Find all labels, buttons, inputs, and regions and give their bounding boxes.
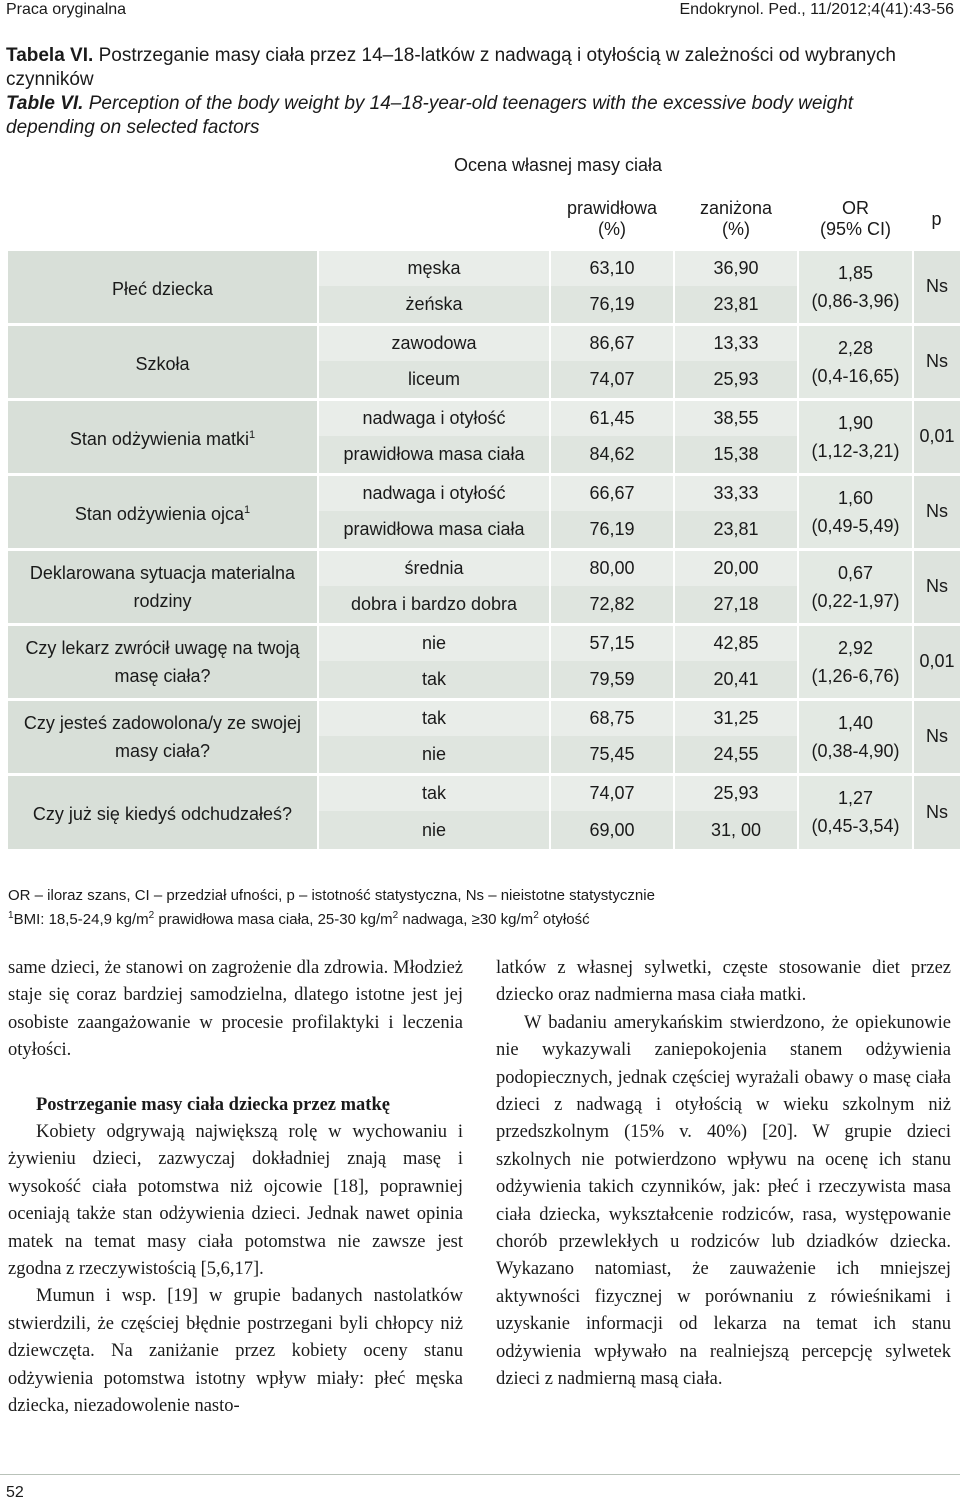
category-cell: średnia — [318, 549, 550, 586]
results-table — [8, 140, 960, 849]
odds-ratio-cell — [798, 774, 913, 849]
odds-ratio-cell — [798, 474, 913, 549]
caption-english-text: Perception of the body weight by 14–18-year-old teenagers with the excessive body weight depending on selected factors — [6, 93, 854, 138]
under-pct-cell: 15,38 — [674, 436, 798, 474]
factor-label: Stan odżywienia ojca$^1$ — [8, 474, 318, 549]
footnote-abbreviations: OR – iloraz szans, CI – przedział ufności, p – istotność statystyczna, Ns – nieistotne statystycznie — [8, 887, 655, 904]
p-value-cell: Ns — [913, 774, 960, 849]
confidence-interval: (0,38-4,90) — [811, 740, 900, 761]
under-pct-cell: 42,85 — [674, 624, 798, 661]
factor-label: Stan odżywienia matki$^1$ — [8, 399, 318, 474]
under-pct-cell: 31,25 — [674, 699, 798, 736]
normal-pct-cell: 76,19 — [550, 511, 674, 549]
category-cell: zawodowa — [318, 324, 550, 361]
group-header: Ocena własnej masy ciała — [318, 140, 798, 191]
confidence-interval: (0,45-3,54) — [811, 816, 900, 837]
caption-english — [6, 92, 946, 140]
col-header-normal-label: prawidłowa — [566, 198, 658, 219]
caption-polish-text: Postrzeganie masy ciała przez 14–18-latków z nadwagą i otyłością w zależności od wybranych czynników — [6, 45, 896, 90]
under-pct-cell: 25,93 — [674, 361, 798, 399]
category-cell: tak — [318, 699, 550, 736]
col-header-or-ci: (95% CI) — [820, 219, 892, 240]
confidence-interval: (0,22-1,97) — [811, 590, 900, 611]
table-row — [8, 774, 960, 811]
confidence-interval: (0,49-5,49) — [811, 515, 900, 536]
odds-ratio-cell — [798, 699, 913, 774]
col-header-under — [674, 191, 798, 249]
caption-polish — [6, 44, 946, 92]
table-row — [8, 549, 960, 586]
confidence-interval: (0,4-16,65) — [811, 365, 900, 386]
p-value-cell: Ns — [913, 699, 960, 774]
under-pct-cell: 25,93 — [674, 774, 798, 811]
normal-pct-cell: 66,67 — [550, 474, 674, 511]
normal-pct-cell: 80,00 — [550, 549, 674, 586]
category-cell: prawidłowa masa ciała — [343, 518, 525, 539]
odds-ratio-value: 2,28 — [837, 337, 874, 358]
normal-pct-cell: 74,07 — [550, 774, 674, 811]
table-footnotes — [8, 886, 655, 930]
table-row — [8, 474, 960, 511]
under-pct-cell: 23,81 — [674, 286, 798, 324]
confidence-interval: (0,86-3,96) — [811, 290, 900, 311]
odds-ratio-cell — [798, 399, 913, 474]
odds-ratio-value: 1,60 — [837, 487, 874, 508]
odds-ratio-value: 1,85 — [837, 262, 874, 283]
paragraph: latków z własnej sylwetki, częste stosowanie diet przez dziecko oraz nadmierna masa ciała matki. — [496, 958, 951, 1006]
body-column-left — [8, 955, 463, 1421]
normal-pct-cell: 79,59 — [550, 661, 674, 699]
paragraph: W badaniu amerykańskim stwierdzono, że opiekunowie nie wykazywali zaniepokojenia stanem odżywienia podopiecznych, jednak częściej wyrażali obawy o masę ciała dzieci z nadwagą i otyłością w wieku szkolnym niż przedszkolnym (15% v. 40%) [20]. W grupie dzieci szkolnych nie potwierdzono wpływu na ocenę ich stanu odżywienia takich czynników, jak: płeć i rzeczywista masa ciała dziecka, wykształcenie rodziców, rasa, występowanie chorób przewlekłych u rodziców lub dziadków dziecka. Wykazano natomiast, że zauważenie ich mniejszej aktywności fizycznej w porównaniu z rówieśnikami i uzyskanie informacji od lekarza na temat ich stanu odżywienia wpływało na realniejszą percepcję sylwetek dzieci z nadmierną masą ciała. — [496, 1012, 951, 1390]
odds-ratio-value: 1,40 — [837, 712, 874, 733]
under-pct-cell: 27,18 — [674, 586, 798, 624]
category-cell: liceum — [407, 368, 460, 389]
under-pct-cell: 24,55 — [674, 736, 798, 774]
section-heading: Postrzeganie masy ciała dziecka przez matkę — [36, 1094, 390, 1115]
table-row — [8, 399, 960, 436]
p-value-cell: Ns — [913, 249, 960, 324]
col-header-p: p — [931, 208, 942, 229]
under-pct-cell: 38,55 — [674, 399, 798, 436]
odds-ratio-value: 2,92 — [837, 637, 874, 658]
category-cell: żeńska — [405, 293, 463, 314]
table-row — [8, 249, 960, 286]
normal-pct-cell: 84,62 — [550, 436, 674, 474]
normal-pct-cell: 72,82 — [550, 586, 674, 624]
normal-pct-cell: 61,45 — [550, 399, 674, 436]
paragraph: Mumun i wsp. [19] w grupie badanych nastolatków stwierdzili, że częściej błędnie postrzegani byli chłopcy niż dziewczęta. Na zaniżanie przez kobiety oceny stanu odżywienia potomstwa istotny wpływ miały: płeć męska dziecka, niezadowolenie nasto- — [8, 1286, 463, 1417]
table-row — [8, 624, 960, 661]
col-header-under-unit: (%) — [722, 219, 750, 240]
p-value-cell: Ns — [913, 549, 960, 624]
normal-pct-cell: 76,19 — [550, 286, 674, 324]
odds-ratio-value: 0,67 — [837, 562, 874, 583]
table-row — [8, 699, 960, 736]
page-number: 52 — [6, 1484, 24, 1501]
normal-pct-cell: 63,10 — [550, 249, 674, 286]
journal-section-label: Praca oryginalna — [6, 1, 127, 18]
factor-label: Deklarowana sytuacja materialna rodziny — [8, 549, 318, 624]
caption-english-label: Table VI. — [6, 93, 84, 114]
col-header-or — [798, 191, 913, 249]
p-value-cell: 0,01 — [913, 624, 960, 699]
journal-citation: Endokrynol. Ped., 11/2012;4(41):43-56 — [679, 1, 954, 18]
p-value-cell: Ns — [913, 324, 960, 399]
category-cell: tak — [421, 668, 446, 689]
footnote-bmi: $^1$BMI: 18,5-24,9 $kg/m^2$ prawidłowa masa ciała, 25-30 $kg/m^2$ nadwaga, ≥30 $kg/m^2$ otyłość — [8, 910, 590, 928]
confidence-interval: (1,12-3,21) — [811, 440, 900, 461]
footer-rule — [0, 1474, 960, 1475]
odds-ratio-cell — [798, 324, 913, 399]
header-spacer — [8, 140, 318, 191]
body-column-right — [496, 955, 951, 1394]
paragraph: Kobiety odgrywają największą rolę w wychowaniu i żywieniu dzieci, zazwyczaj dokładniej znają masę i wysokość ciała potomstwa niż ojcowie [18], poprawniej oceniają także stan odżywienia dzieci. Jednak nawet opinia matek na temat masy ciała potomstwa nie zawsze jest zgodna z rzeczywistością [5,6,17]. — [8, 1122, 463, 1280]
under-pct-cell: 13,33 — [674, 324, 798, 361]
p-value-cell: 0,01 — [913, 399, 960, 474]
category-cell: nie — [318, 624, 550, 661]
normal-pct-cell: 69,00 — [550, 811, 674, 849]
under-pct-cell: 33,33 — [674, 474, 798, 511]
normal-pct-cell: 57,15 — [550, 624, 674, 661]
category-cell: nie — [421, 819, 447, 840]
category-cell: męska — [318, 249, 550, 286]
odds-ratio-value: 1,90 — [837, 412, 874, 433]
under-pct-cell: 23,81 — [674, 511, 798, 549]
under-pct-cell: 36,90 — [674, 249, 798, 286]
col-header-or-label: OR — [842, 198, 870, 219]
factor-label: Płeć dziecka — [8, 249, 318, 324]
category-cell: tak — [318, 774, 550, 811]
caption-polish-label: Tabela VI. — [6, 45, 94, 66]
factor-label: Czy już się kiedyś odchudzałeś? — [8, 774, 318, 849]
category-cell: prawidłowa masa ciała — [343, 443, 525, 464]
under-pct-cell: 31, 00 — [674, 811, 798, 849]
confidence-interval: (1,26-6,76) — [811, 665, 900, 686]
odds-ratio-cell — [798, 624, 913, 699]
category-cell: nie — [421, 743, 447, 764]
normal-pct-cell: 74,07 — [550, 361, 674, 399]
col-header-normal-unit: (%) — [598, 219, 626, 240]
category-cell: nadwaga i otyłość — [318, 474, 550, 511]
odds-ratio-value: 1,27 — [837, 788, 874, 809]
normal-pct-cell: 75,45 — [550, 736, 674, 774]
table-caption — [6, 44, 946, 140]
under-pct-cell: 20,41 — [674, 661, 798, 699]
table-body — [8, 249, 960, 849]
factor-label: Szkoła — [8, 324, 318, 399]
normal-pct-cell: 68,75 — [550, 699, 674, 736]
factor-label: Czy lekarz zwrócił uwagę na twoją masę ciała? — [8, 624, 318, 699]
col-header-normal — [550, 191, 674, 249]
category-cell: nadwaga i otyłość — [318, 399, 550, 436]
odds-ratio-cell — [798, 249, 913, 324]
normal-pct-cell: 86,67 — [550, 324, 674, 361]
category-cell: dobra i bardzo dobra — [350, 593, 518, 614]
odds-ratio-cell — [798, 549, 913, 624]
paragraph: same dzieci, że stanowi on zagrożenie dla zdrowia. Młodzież staje się coraz bardziej samodzielna, dlatego istotne jest jej osobiste zaangażowanie w procesie profilaktyki i leczenia otyłości. — [8, 958, 463, 1061]
p-value-cell: Ns — [913, 474, 960, 549]
under-pct-cell: 20,00 — [674, 549, 798, 586]
col-header-under-label: zaniżona — [699, 198, 773, 219]
factor-label: Czy jesteś zadowolona/y ze swojej masy ciała? — [8, 699, 318, 774]
table-row — [8, 324, 960, 361]
